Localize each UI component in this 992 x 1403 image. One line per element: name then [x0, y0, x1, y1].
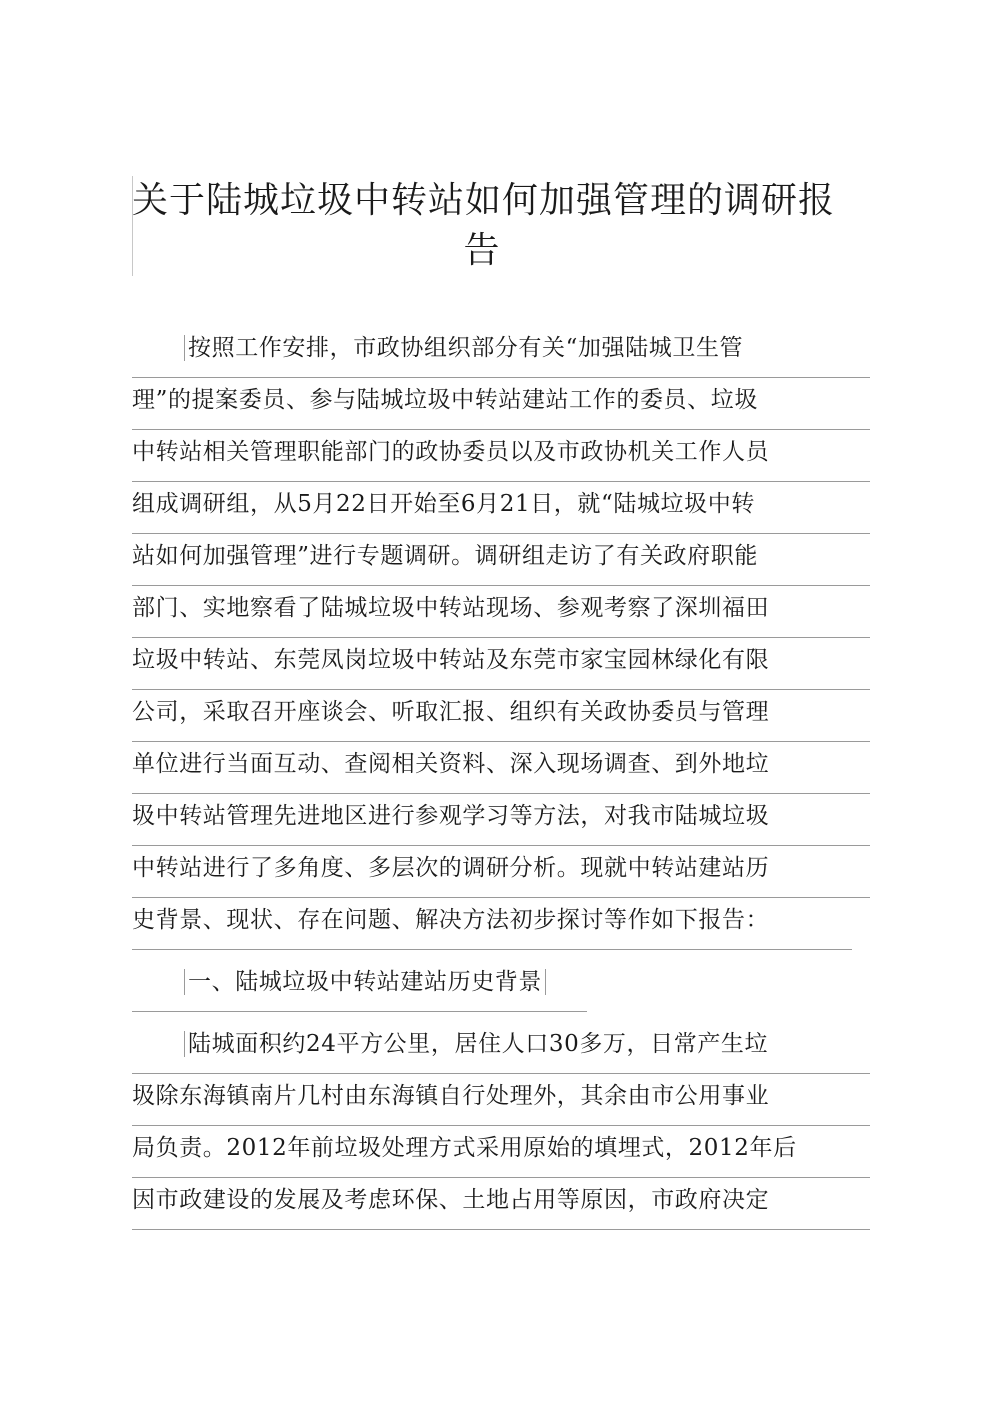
title-line-1: 关于陆城垃圾中转站如何加强管理的调研报	[132, 180, 836, 221]
text-line: 圾除东海镇南片几村由东海镇自行处理外，其余由市公用事业	[132, 1074, 870, 1126]
text-line: 中转站相关管理职能部门的政协委员以及市政协机关工作人员	[132, 430, 870, 482]
paragraph-background	[132, 1022, 870, 1230]
document-title	[132, 176, 852, 276]
text-line: 理”的提案委员、参与陆城垃圾中转站建站工作的委员、垃圾	[132, 378, 870, 430]
text-line-content: 按照工作安排，市政协组织部分有关“加强陆城卫生管	[184, 335, 743, 361]
spacer	[132, 1012, 870, 1022]
text-line: 单位进行当面互动、查阅相关资料、深入现场调查、到外地垃	[132, 742, 870, 794]
text-line: 局负责。2012年前垃圾处理方式采用原始的填埋式，2012年后	[132, 1126, 870, 1178]
document-body	[132, 326, 870, 1230]
text-line: 组成调研组，从5月22日开始至6月21日，就“陆城垃圾中转	[132, 482, 870, 534]
text-line-content: 陆城面积约24平方公里，居住人口30多万，日常产生垃	[184, 1031, 768, 1057]
text-line: 中转站进行了多角度、多层次的调研分析。现就中转站建站历	[132, 846, 870, 898]
text-line: 部门、实地察看了陆城垃圾中转站现场、参观考察了深圳福田	[132, 586, 870, 638]
text-line	[132, 1022, 870, 1074]
text-line	[132, 326, 870, 378]
paragraph-intro	[132, 326, 870, 950]
text-line: 站如何加强管理”进行专题调研。调研组走访了有关政府职能	[132, 534, 870, 586]
section-heading	[132, 960, 587, 1012]
title-line-2: 告	[463, 230, 501, 271]
section-heading-text: 一、陆城垃圾中转站建站历史背景	[184, 969, 546, 995]
text-line: 史背景、现状、存在问题、解决方法初步探讨等作如下报告：	[132, 898, 852, 950]
text-line: 公司，采取召开座谈会、听取汇报、组织有关政协委员与管理	[132, 690, 870, 742]
text-line: 圾中转站管理先进地区进行参观学习等方法，对我市陆城垃圾	[132, 794, 870, 846]
text-line: 因市政建设的发展及考虑环保、土地占用等原因，市政府决定	[132, 1178, 870, 1230]
text-line: 垃圾中转站、东莞凤岗垃圾中转站及东莞市家宝园林绿化有限	[132, 638, 870, 690]
spacer	[132, 950, 870, 960]
